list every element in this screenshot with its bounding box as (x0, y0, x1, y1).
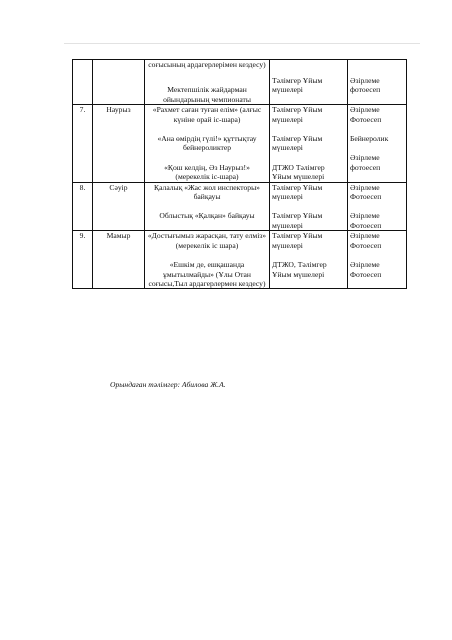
responsible-entry: Тәлімгер Ұйым мүшелері (272, 105, 323, 124)
activity-entry: Облыстық «Қалқан» байқауы (159, 211, 255, 221)
responsible-entry: Тәлімгер Ұйым мүшелері (272, 134, 323, 153)
activity-cell (145, 105, 270, 182)
report-form-entry: Әзірлеме Фотоесеп (350, 182, 382, 202)
responsible-cell (270, 60, 348, 105)
event-plan-table (72, 59, 407, 289)
month-cell: Сәуір (93, 182, 145, 231)
report-form-cell (348, 105, 407, 182)
table-row (73, 231, 407, 289)
report-form-entry: Әзірлеме Фотоесеп (350, 231, 382, 250)
entry-spacer (350, 124, 404, 134)
row-number-cell: 7. (73, 105, 93, 182)
entry-spacer (272, 250, 345, 260)
activity-entry: Мектепшілік жайдарман ойындарының чемпионаты (163, 85, 251, 104)
responsible-cell (270, 231, 348, 289)
entry-spacer (350, 60, 404, 76)
entry-spacer (272, 201, 345, 211)
month-cell: Мамыр (93, 231, 145, 289)
table-row (73, 105, 407, 182)
activity-entry: Қалалық «Жас жол инспекторы» байқауы (154, 182, 260, 202)
entry-spacer (272, 124, 345, 134)
responsible-entry: ДТЖО Тәлімгер Ұйым мүшелері (272, 162, 325, 182)
activity-cell (145, 60, 270, 105)
entry-spacer (350, 201, 404, 211)
report-form-entry: Әзірлеме Фотоесеп (350, 260, 382, 279)
activity-entry: «Ешкім де, ешқашанда ұмытылмайды» (Ұлы Отан соғысы,Тыл ардагерлермен кездесу) (148, 260, 266, 288)
table-row (73, 182, 407, 231)
responsible-entry: Тәлімгер Ұйым мүшелері (272, 182, 323, 202)
activity-entry: «Достығымыз жарасқан, тату елміз» (мерекелік іс шара) (147, 231, 267, 250)
table-row (73, 60, 407, 105)
report-form-cell (348, 182, 407, 231)
activity-cell (145, 182, 270, 231)
entry-spacer (147, 153, 267, 163)
activity-entry: соғысының ардагерлерімен кездесу) (148, 60, 266, 69)
row-number-cell: 8. (73, 182, 93, 231)
month-cell: Наурыз (93, 105, 145, 182)
entry-spacer (147, 124, 267, 134)
entry-spacer (350, 250, 404, 260)
responsible-entry: Тәлімгер Ұйым мүшелері (272, 211, 323, 230)
responsible-cell (270, 182, 348, 231)
responsible-entry: Тәлімгер Ұйым мүшелері (272, 76, 323, 95)
report-form-entry: Әзірлеме фотоесеп (350, 153, 381, 172)
activity-entry: «Қош келдің, Әз Наурыз!» (мерекелік іс-шара) (164, 162, 250, 182)
signature-line: Орындаған тәлімгер: Абилова Ж.А. (110, 380, 226, 389)
entry-spacer (147, 201, 267, 211)
entry-spacer (272, 153, 345, 163)
activity-entry: «Рахмет саған туған елім» (алғыс күніне орай іс-шара) (152, 105, 262, 124)
entry-spacer (350, 143, 404, 153)
row-number-cell: 9. (73, 231, 93, 289)
report-form-cell (348, 231, 407, 289)
event-plan-body (73, 60, 407, 289)
row-number-cell (73, 60, 93, 105)
entry-spacer (272, 60, 345, 76)
report-form-entry: Әзірлеме Фотоесеп (350, 105, 382, 124)
page-top-rule (64, 43, 420, 44)
entry-spacer (147, 69, 267, 85)
report-form-entry: Бейнеролик (350, 134, 389, 144)
report-form-entry: Әзірлеме Фотоесеп (350, 211, 382, 230)
responsible-cell (270, 105, 348, 182)
activity-cell (145, 231, 270, 289)
entry-spacer (147, 250, 267, 260)
report-form-entry: Әзірлеме фотоесеп (350, 76, 381, 95)
responsible-entry: ДТЖО, Тәлімгер Ұйым мүшелері (272, 260, 327, 279)
responsible-entry: Тәлімгер Ұйым мүшелері (272, 231, 323, 250)
report-form-cell (348, 60, 407, 105)
month-cell (93, 60, 145, 105)
activity-entry: «Ана өмірдің гүлі!» құттықтау бейнероликтер (157, 134, 257, 153)
